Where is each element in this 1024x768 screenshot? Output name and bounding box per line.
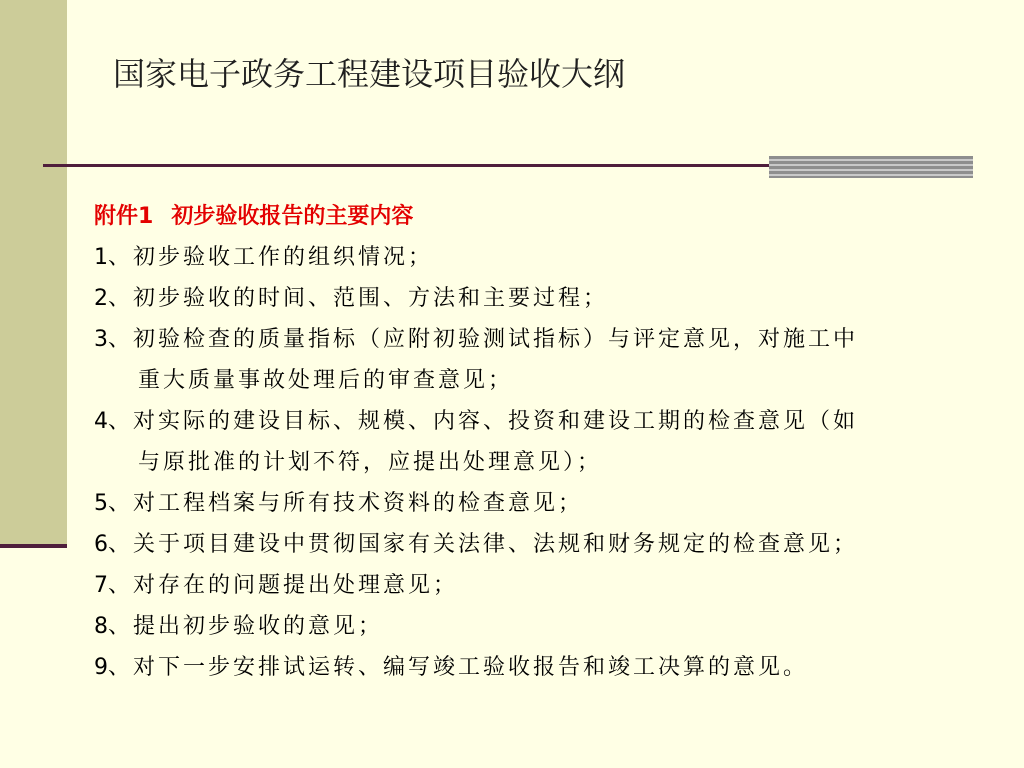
list-item-5 xyxy=(94,483,984,524)
list-item-number: 2 xyxy=(94,286,108,311)
list-item-number: 6 xyxy=(94,532,108,557)
list-item-number: 1 xyxy=(94,245,108,270)
attachment-heading xyxy=(94,196,984,237)
list-item-text: 、初步验收工作的组织情况； xyxy=(108,245,434,270)
list-item-1 xyxy=(94,237,984,278)
list-item-text: 、对实际的建设目标、规模、内容、投资和建设工期的检查意见（如 xyxy=(108,409,859,434)
list-item-number: 7 xyxy=(94,573,108,598)
list-item-text: 、对工程档案与所有技术资料的检查意见； xyxy=(108,491,584,516)
attachment-heading-text: 初步验收报告的主要内容 xyxy=(171,204,414,229)
striped-decorative-bar xyxy=(769,156,973,178)
list-item-8 xyxy=(94,606,984,647)
list-item-text: 、提出初步验收的意见； xyxy=(108,614,384,639)
list-item-text: 、关于项目建设中贯彻国家有关法律、法规和财务规定的检查意见； xyxy=(108,532,859,557)
left-decorative-band xyxy=(0,0,67,548)
slide-content xyxy=(94,196,984,688)
list-item-text: 、对存在的问题提出处理意见； xyxy=(108,573,459,598)
list-item-text: 、初步验收的时间、范围、方法和主要过程； xyxy=(108,286,609,311)
title-underline-rule xyxy=(43,164,769,167)
list-item-number: 5 xyxy=(94,491,108,516)
list-item-6 xyxy=(94,524,984,565)
list-item-7 xyxy=(94,565,984,606)
list-item-number: 8 xyxy=(94,614,108,639)
list-item-3 xyxy=(94,319,984,360)
list-item-number: 9 xyxy=(94,655,108,680)
list-item-9 xyxy=(94,647,984,688)
list-item-number: 4 xyxy=(94,409,108,434)
list-item-4 xyxy=(94,401,984,442)
left-decorative-rule xyxy=(0,544,67,548)
list-item-4-continuation: 与原批准的计划不符，应提出处理意见）； xyxy=(138,450,603,475)
attachment-prefix: 附件1 xyxy=(94,204,154,229)
slide-title: 国家电子政务工程建设项目验收大纲 xyxy=(113,55,626,93)
list-item-text: 、对下一步安排试运转、编写竣工验收报告和竣工决算的意见。 xyxy=(108,655,809,680)
list-item-text: 、初验检查的质量指标（应附初验测试指标）与评定意见，对施工中 xyxy=(108,327,859,352)
list-item-2 xyxy=(94,278,984,319)
list-item-3-continuation: 重大质量事故处理后的审查意见； xyxy=(138,368,514,393)
list-item-number: 3 xyxy=(94,327,108,352)
